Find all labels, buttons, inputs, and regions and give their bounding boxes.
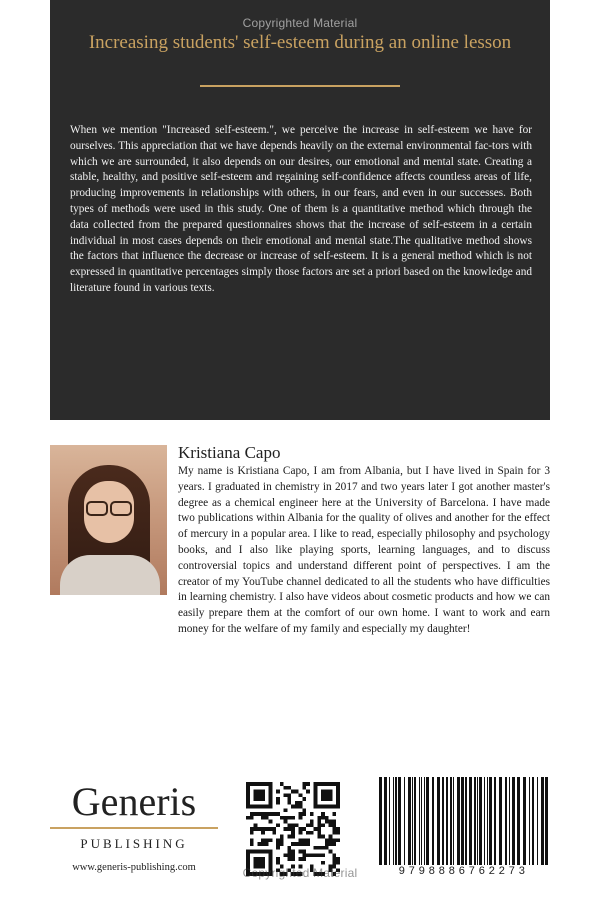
copyright-watermark-top: Copyrighted Material [242,16,358,30]
title-divider [200,85,400,87]
isbn-barcode-icon [377,777,550,865]
copyright-watermark-bottom: Copyrighted Material [242,866,358,880]
isbn-number: 9798886762273 [398,866,529,878]
qr-code-icon [246,782,340,876]
author-name: Kristiana Capo [178,443,281,462]
book-title: Increasing students' self-esteem during an online lesson [88,32,512,53]
author-bio: My name is Kristiana Capo, I am from Albania, but I have lived in Spain for 3 years. I graduated in chemistry in 2017 and two years later I got another master's degree as a chemical engineer here at the University of Barcelona. I have made two publications within Albania for the quality of olives and another for the effect of mercury in a popular area. I like to read, especially philosophy and psychology books, and I also like playing sports, learning languages, and to discuss controversial topics and understand different point of perspectives. I am the creator of my YouTube channel dedicated to all the students who have difficulties in learning chemistry. I also have videos about cosmetic products and how we can easily prepare them at the comfort of our own home. I want to work and earn money for the welfare of my family and especially my daughter! [178,465,550,635]
glasses-icon [86,501,132,513]
publisher-url: www.generis-publishing.com [72,862,196,873]
author-photo [50,445,167,595]
publisher-logo-tagline: PUBLISHING [80,836,188,851]
publisher-logo-name: Generis [71,779,197,824]
book-blurb: When we mention "Increased self-esteem.", we perceive the increase in self-esteem we have for ourselves. This appreciation that we have depends heavily on the external environmental fac-tors with which we are surrounded, it also depends on our desires, our emotional and mental state. Creating a stable, healthy, and positive self-esteem and regaining self-confidence affects countless areas of life, producing improvements in relationships with others, in our fears, and even in our successes. Both types of methods were used in this study. One of them is a quantitative method which through the data collected from the prepared questionnaires shows that the increase of self-esteem in a certain individual in most cases depends on their emotional and mental state.The qualitative method shows the factors that influence the decrease or increase of self-esteem. It is a general method which is not expressed in quantitative percentages simply those factors are set a priori based on the knowledge and literature found in various texts. [70,124,532,294]
publisher-logo-rule [50,827,218,829]
